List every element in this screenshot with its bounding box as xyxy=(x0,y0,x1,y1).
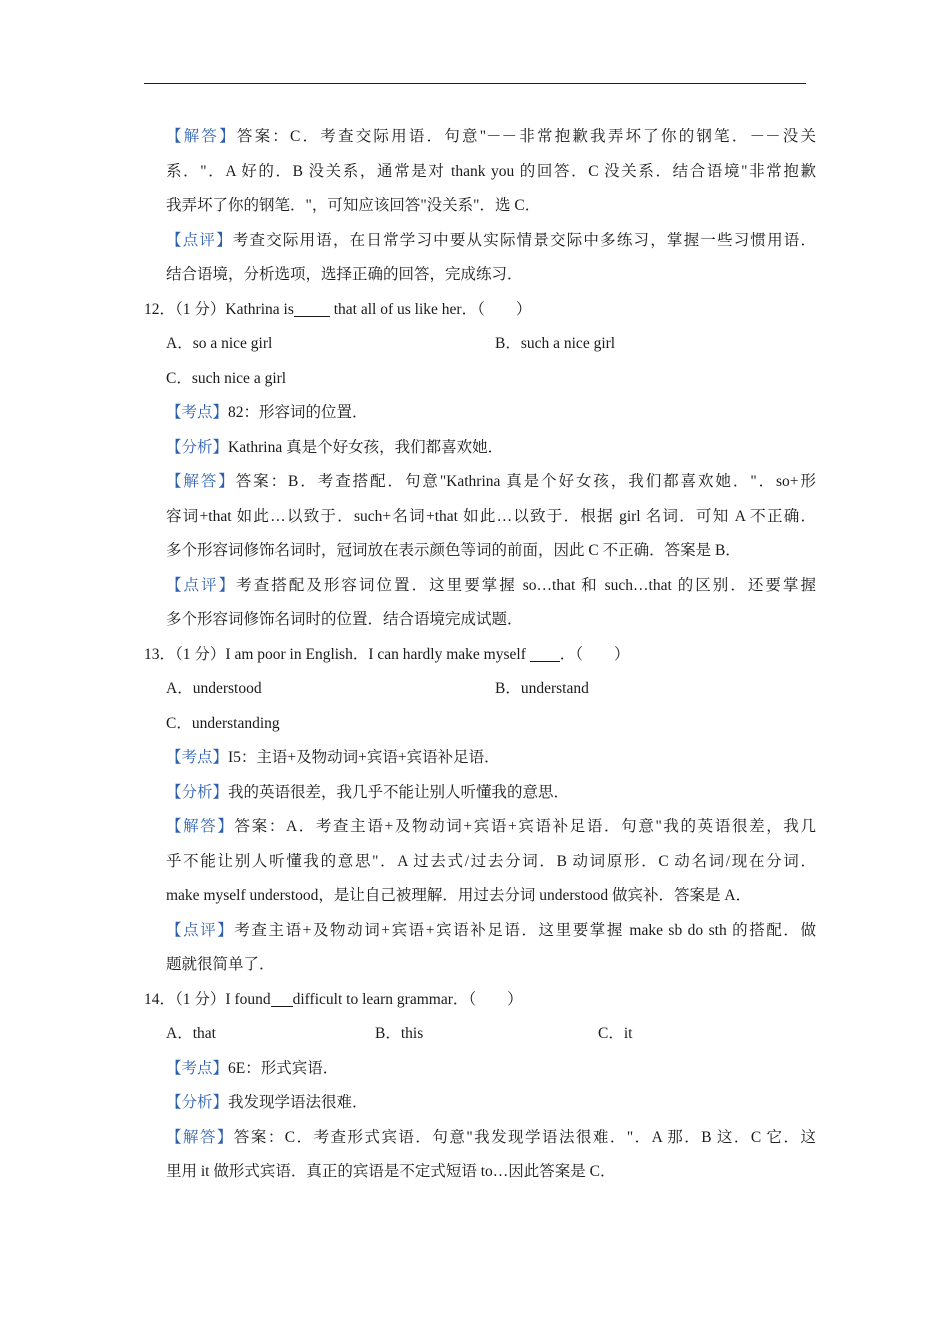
q13-option-b: B．understand xyxy=(495,680,589,697)
q13-point: 【考点】I5：主语+及物动词+宾语+宾语补足语． xyxy=(166,749,500,766)
q12-point: 【考点】82：形容词的位置． xyxy=(166,404,368,421)
q13-option-c: C．understanding xyxy=(166,714,280,732)
answer-tag: 【解答】 xyxy=(166,473,236,490)
answer-tag: 【解答】 xyxy=(166,128,237,145)
q13-option-a: A．understood xyxy=(166,680,262,697)
q11-comment-line-1: 【点评】考查交际用语，在日常学习中要从实际情景交际中多练习，掌握一些习惯用语． xyxy=(166,231,816,249)
q14-answer-line-2: 里用 it 做形式宾语．真正的宾语是不定式短语 to…因此答案是 C． xyxy=(166,1163,616,1180)
q12-comment-line-1: 【点评】考查搭配及形容词位置．这里要掌握 so…that 和 such…that 的区别．还要掌握 xyxy=(166,576,816,594)
q13-comment-line-1: 【点评】考查主语+及物动词+宾语+宾语补足语．这里要掌握 make sb do sth 的搭配．做 xyxy=(166,921,816,939)
page-content xyxy=(144,120,816,1190)
q12-options-row-1 xyxy=(144,327,816,362)
answer-tag: 【解答】 xyxy=(166,818,235,835)
q11-answer-line-1: 【解答】答案：C．考查交际用语．句意"－－非常抱歉我弄坏了你的钢笔．－－没关 xyxy=(166,128,816,145)
q12-comment-line-2: 多个形容词修饰名词时的位置．结合语境完成试题． xyxy=(166,611,523,628)
comment-tag: 【点评】 xyxy=(166,576,237,594)
q12-analysis: 【分析】Kathrina 真是个好女孩，我们都喜欢她． xyxy=(166,438,504,456)
answer-blank xyxy=(271,988,293,1007)
point-tag: 【考点】 xyxy=(166,404,229,421)
q13-analysis: 【分析】我的英语很差，我几乎不能让别人听懂我的意思． xyxy=(166,783,570,801)
q13-options-row-2 xyxy=(144,707,816,742)
analysis-tag: 【分析】 xyxy=(166,783,229,801)
point-tag: 【考点】 xyxy=(166,749,229,766)
q12-answer-line-2: 容词+that 如此…以致于．such+名词+that 如此…以致于．根据 girl 名词．可知 A 不正确． xyxy=(166,507,816,525)
q13-options-row-1 xyxy=(144,672,816,707)
q13-answer-line-3: make myself understood，是让自己被理解．用过去分词 understood 做宾补．答案是 A． xyxy=(166,887,752,904)
q14-analysis: 【分析】我发现学语法很难． xyxy=(166,1094,368,1111)
q13-comment-line-2: 题就很简单了． xyxy=(166,956,275,973)
answer-blank xyxy=(294,298,330,317)
q12-option-a: A．so a nice girl xyxy=(166,335,273,352)
q12-options-row-2 xyxy=(144,362,816,397)
q14-option-b: B．this xyxy=(375,1025,424,1042)
q13-stem: 13．（1 分）I am poor in English．I can hardly make myself ．（ ） xyxy=(144,638,816,673)
q12-stem: 12．（1 分）Kathrina is that all of us like her．（ ） xyxy=(144,293,816,328)
q12-answer-line-3: 多个形容词修饰名词时，冠词放在表示颜色等词的前面，因此 C 不正确．答案是 B． xyxy=(166,542,741,559)
point-tag: 【考点】 xyxy=(166,1059,229,1077)
analysis-tag: 【分析】 xyxy=(166,1094,229,1111)
analysis-tag: 【分析】 xyxy=(166,438,229,456)
header-rule xyxy=(144,83,806,84)
q14-options-row xyxy=(144,1017,816,1052)
q11-answer-line-2: 系．"．A 好的．B 没关系，通常是对 thank you 的回答．C 没关系．结合语境"非常抱歉 xyxy=(166,162,816,180)
answer-tag: 【解答】 xyxy=(166,1128,234,1146)
q14-point: 【考点】6E：形式宾语． xyxy=(166,1059,339,1077)
q12-answer-line-1: 【解答】答案：B．考查搭配．句意"Kathrina 真是个好女孩，我们都喜欢她．"．so+形 xyxy=(166,473,816,490)
answer-blank xyxy=(530,643,560,662)
q13-answer-line-2: 乎不能让别人听懂我的意思"．A 过去式/过去分词．B 动词原形．C 动名词/现在分词． xyxy=(166,852,816,870)
q12-option-c: C．such nice a girl xyxy=(166,369,287,387)
q13-answer-line-1: 【解答】答案：A．考查主语+及物动词+宾语+宾语补足语．句意"我的英语很差，我几 xyxy=(166,818,816,835)
q11-comment-line-2: 结合语境，分析选项，选择正确的回答，完成练习． xyxy=(166,266,523,283)
comment-tag: 【点评】 xyxy=(166,921,235,939)
q14-answer-line-1: 【解答】答案：C．考查形式宾语．句意"我发现学语法很难．"．A 那．B 这．C 它．这 xyxy=(166,1128,816,1146)
q14-stem: 14．（1 分）I found difficult to learn grammar．（ ） xyxy=(144,983,816,1018)
comment-tag: 【点评】 xyxy=(166,231,233,249)
q14-option-a: A．that xyxy=(166,1025,216,1042)
q14-option-c: C．it xyxy=(598,1025,633,1042)
q11-answer-line-3: 我弄坏了你的钢笔．"，可知应该回答"没关系"．选 C． xyxy=(166,197,541,214)
q12-option-b: B．such a nice girl xyxy=(495,335,616,352)
